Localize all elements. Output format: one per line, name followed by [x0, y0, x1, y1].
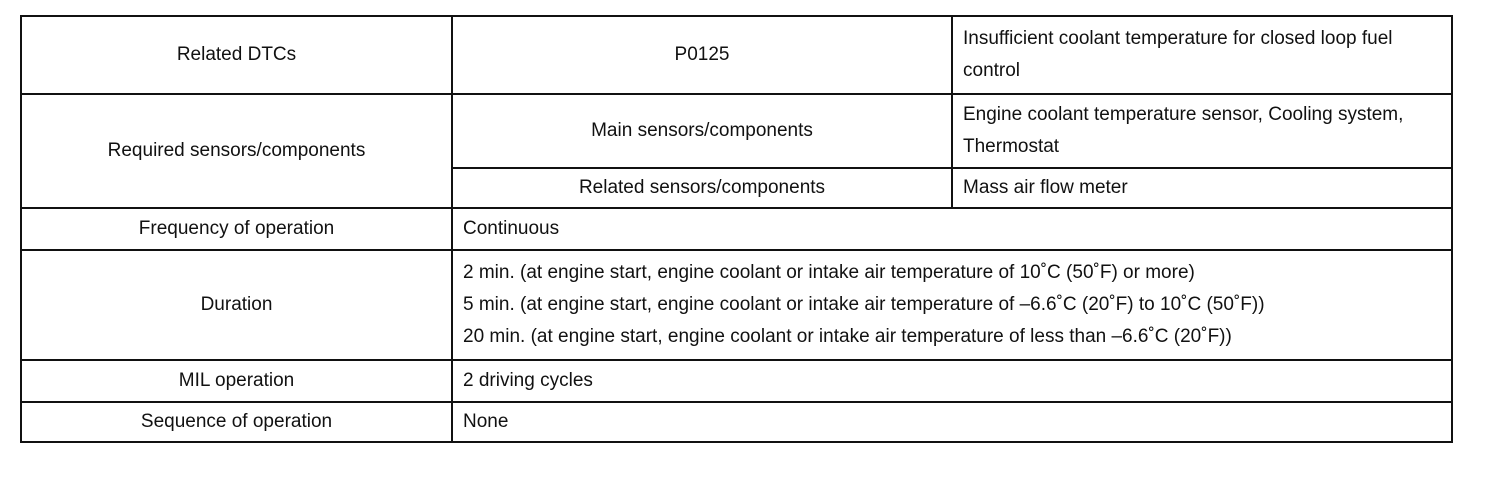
- mil-operation-label: MIL operation: [21, 360, 452, 402]
- dtc-spec-table: [20, 15, 1453, 443]
- related-sensors-value: Mass air flow meter: [952, 168, 1452, 208]
- row-required-sensors-main: [21, 94, 1452, 168]
- main-sensors-value: Engine coolant temperature sensor, Cooling system, Thermostat: [952, 94, 1452, 168]
- frequency-label: Frequency of operation: [21, 208, 452, 250]
- duration-line: 20 min. (at engine start, engine coolant or intake air temperature of less than –6.6˚C (20˚F)): [463, 326, 1232, 347]
- row-duration: [21, 250, 1452, 360]
- mil-operation-value: 2 driving cycles: [452, 360, 1452, 402]
- row-sequence-of-operation: [21, 402, 1452, 442]
- dtc-description: Insufficient coolant temperature for closed loop fuel control: [952, 16, 1452, 94]
- related-dtcs-label: Related DTCs: [21, 16, 452, 94]
- duration-line: 5 min. (at engine start, engine coolant or intake air temperature of –6.6˚C (20˚F) to 10˚C (50˚F)): [463, 294, 1265, 315]
- duration-label: Duration: [21, 250, 452, 360]
- duration-line: 2 min. (at engine start, engine coolant or intake air temperature of 10˚C (50˚F) or more): [463, 262, 1195, 283]
- sequence-label: Sequence of operation: [21, 402, 452, 442]
- required-sensors-label: Required sensors/components: [21, 94, 452, 208]
- row-frequency: [21, 208, 1452, 250]
- duration-value: [452, 250, 1452, 360]
- row-mil-operation: [21, 360, 1452, 402]
- sequence-value: None: [452, 402, 1452, 442]
- frequency-value: Continuous: [452, 208, 1452, 250]
- related-sensors-label: Related sensors/components: [452, 168, 952, 208]
- main-sensors-label: Main sensors/components: [452, 94, 952, 168]
- dtc-code: P0125: [452, 16, 952, 94]
- row-related-dtcs: [21, 16, 1452, 94]
